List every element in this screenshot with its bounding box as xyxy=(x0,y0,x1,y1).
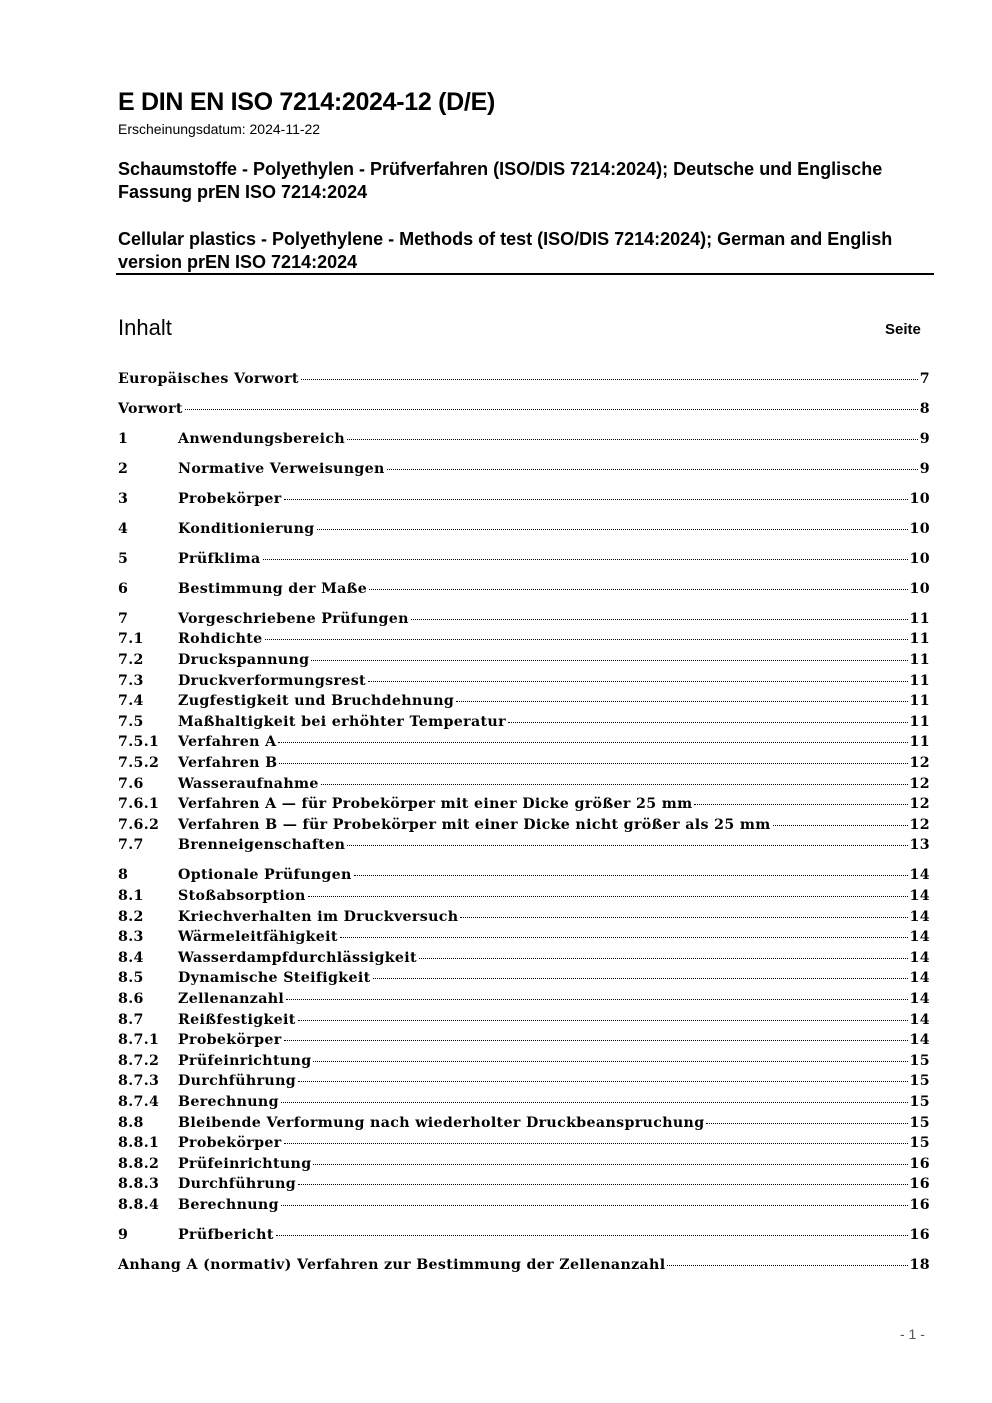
toc-entry-title: Durchführung xyxy=(178,1176,297,1193)
toc-entry-title: Normative Verweisungen xyxy=(178,460,385,477)
toc-entry-title: Prüfklima xyxy=(178,550,261,567)
toc-entry-page: 15 xyxy=(909,1052,930,1069)
toc-entry-page: 11 xyxy=(909,610,930,627)
toc-entry-number: 8.7.3 xyxy=(118,1073,160,1090)
toc-entry-number: 8.3 xyxy=(118,929,144,946)
toc-dot-leader xyxy=(354,875,908,876)
toc-entry-number: 8.8.4 xyxy=(118,1196,160,1213)
toc-entry-page: 14 xyxy=(909,929,930,946)
toc-entry-page: 14 xyxy=(909,908,930,925)
toc-entry-number: 8.7 xyxy=(118,1011,144,1028)
toc-dot-leader xyxy=(311,660,907,661)
toc-entry[interactable] xyxy=(118,817,930,838)
toc-entry-title: Stoßabsorption xyxy=(178,887,306,904)
toc-entry-title: Reißfestigkeit xyxy=(178,1011,296,1028)
toc-entry-title: Wasseraufnahme xyxy=(178,775,319,792)
toc-entry[interactable] xyxy=(118,371,930,392)
toc-entry-page: 12 xyxy=(909,755,930,772)
toc-entry-title: Konditionierung xyxy=(178,520,315,537)
toc-entry[interactable] xyxy=(118,611,930,632)
toc-dot-leader xyxy=(286,999,907,1000)
toc-entry[interactable] xyxy=(118,1053,930,1074)
toc-entry-number: 3 xyxy=(118,490,129,507)
toc-entry-title: Berechnung xyxy=(178,1093,279,1110)
toc-entry-page: 15 xyxy=(909,1073,930,1090)
toc-dot-leader xyxy=(419,958,908,959)
toc-entry-number: 7 xyxy=(118,610,129,627)
toc-entry[interactable] xyxy=(118,734,930,755)
toc-dot-leader xyxy=(265,639,908,640)
toc-entry[interactable] xyxy=(118,693,930,714)
toc-entry[interactable] xyxy=(118,1094,930,1115)
toc-entry-page: 10 xyxy=(909,580,930,597)
toc-dot-leader xyxy=(263,559,908,560)
toc-entry-page: 11 xyxy=(909,652,930,669)
toc-entry[interactable] xyxy=(118,970,930,991)
toc-entry-title: Vorgeschriebene Prüfungen xyxy=(178,610,409,627)
toc-entry[interactable] xyxy=(118,673,930,694)
toc-entry[interactable] xyxy=(118,950,930,971)
toc-entry-title: Zellenanzahl xyxy=(178,990,285,1007)
toc-entry-page: 8 xyxy=(919,400,930,417)
toc-dot-leader xyxy=(276,1235,908,1236)
toc-entry[interactable] xyxy=(118,461,930,482)
toc-dot-leader xyxy=(284,499,908,500)
toc-entry-page: 14 xyxy=(909,970,930,987)
toc-dot-leader xyxy=(387,469,918,470)
toc-page-label: Seite xyxy=(885,321,921,338)
toc-entry-number: 8.1 xyxy=(118,887,144,904)
toc-dot-leader xyxy=(278,742,907,743)
toc-dot-leader xyxy=(369,589,907,590)
toc-entry-title: Anhang A (normativ) Verfahren zur Bestimmung der Zellenanzahl xyxy=(118,1256,666,1273)
toc-dot-leader xyxy=(284,1143,908,1144)
toc-entry-title: Verfahren B — für Probekörper mit einer Dicke nicht größer als 25 mm xyxy=(178,816,771,833)
toc-entry[interactable] xyxy=(118,755,930,776)
toc-entry[interactable] xyxy=(118,491,930,512)
page-number: - 1 - xyxy=(900,1326,925,1342)
toc-entry-title: Zugfestigkeit und Bruchdehnung xyxy=(178,693,455,710)
toc-entry-number: 8.7.2 xyxy=(118,1052,160,1069)
toc-entry[interactable] xyxy=(118,521,930,542)
title-english: Cellular plastics - Polyethylene - Methods of test (ISO/DIS 7214:2024); German and English version prEN ISO 7214:2024 xyxy=(118,229,893,272)
toc-entry-page: 7 xyxy=(919,371,930,387)
toc-entry-page: 12 xyxy=(909,796,930,813)
toc-dot-leader xyxy=(456,701,907,702)
toc-entry[interactable] xyxy=(118,776,930,797)
toc-entry-title: Bleibende Verformung nach wiederholter Druckbeanspruchung xyxy=(178,1114,705,1131)
toc-entry-page: 14 xyxy=(909,990,930,1007)
toc-entry-page: 15 xyxy=(909,1093,930,1110)
toc-entry-page: 15 xyxy=(909,1135,930,1152)
toc-dot-leader xyxy=(460,917,907,918)
toc-entry-number: 6 xyxy=(118,580,129,597)
toc-entry-number: 8.6 xyxy=(118,990,144,1007)
toc-entry-page: 11 xyxy=(909,693,930,710)
toc-entry-title: Bestimmung der Maße xyxy=(178,580,368,597)
toc-entry-number: 8.7.4 xyxy=(118,1093,160,1110)
toc-entry-number: 8.8.1 xyxy=(118,1135,160,1152)
toc-entry[interactable] xyxy=(118,652,930,673)
table-of-contents xyxy=(118,371,930,1277)
toc-dot-leader xyxy=(185,409,918,410)
toc-entry-title: Europäisches Vorwort xyxy=(118,371,299,387)
toc-entry-number: 7.5.2 xyxy=(118,755,160,772)
toc-dot-leader xyxy=(368,681,908,682)
toc-entry-number: 7.4 xyxy=(118,693,144,710)
toc-entry-page: 10 xyxy=(909,520,930,537)
toc-entry[interactable] xyxy=(118,1257,930,1278)
toc-entry[interactable] xyxy=(118,991,930,1012)
toc-entry-number: 8.8 xyxy=(118,1114,144,1131)
toc-entry[interactable] xyxy=(118,714,930,735)
toc-dot-leader xyxy=(317,529,908,530)
toc-entry-title: Optionale Prüfungen xyxy=(178,867,352,884)
toc-dot-leader xyxy=(321,784,908,785)
toc-entry[interactable] xyxy=(118,1197,930,1218)
toc-dot-leader xyxy=(279,763,907,764)
toc-entry-title: Prüfeinrichtung xyxy=(178,1052,312,1069)
toc-entry-title: Vorwort xyxy=(118,400,183,417)
toc-entry-page: 10 xyxy=(909,550,930,567)
title-german: Schaumstoffe - Polyethylen - Prüfverfahren (ISO/DIS 7214:2024); Deutsche und Englische Fassung prEN ISO 7214:2024 xyxy=(118,159,883,202)
toc-entry-number: 7.1 xyxy=(118,631,144,648)
toc-entry-title: Probekörper xyxy=(178,1135,282,1152)
toc-entry-page: 11 xyxy=(909,631,930,648)
toc-entry[interactable] xyxy=(118,1115,930,1136)
toc-entry-number: 8.4 xyxy=(118,949,144,966)
toc-entry-number: 4 xyxy=(118,520,129,537)
toc-dot-leader xyxy=(308,896,908,897)
toc-entry[interactable] xyxy=(118,888,930,909)
toc-entry-number: 7.5.1 xyxy=(118,734,160,751)
toc-entry-title: Druckspannung xyxy=(178,652,310,669)
toc-entry-title: Druckverformungsrest xyxy=(178,672,366,689)
toc-dot-leader xyxy=(508,722,908,723)
toc-entry-page: 14 xyxy=(909,867,930,884)
toc-entry-title: Verfahren A — für Probekörper mit einer Dicke größer 25 mm xyxy=(178,796,693,813)
toc-entry-title: Berechnung xyxy=(178,1196,279,1213)
document-id: E DIN EN ISO 7214:2024-12 (D/E) xyxy=(118,88,495,116)
toc-entry-title: Brenneigenschaften xyxy=(178,837,346,854)
toc-entry-title: Prüfbericht xyxy=(178,1226,274,1243)
toc-entry-number: 2 xyxy=(118,460,129,477)
toc-entry-number: 8.7.1 xyxy=(118,1032,160,1049)
toc-dot-leader xyxy=(347,439,918,440)
toc-dot-leader xyxy=(347,845,907,846)
toc-entry[interactable] xyxy=(118,837,930,858)
toc-entry[interactable] xyxy=(118,401,930,422)
toc-entry[interactable] xyxy=(118,1032,930,1053)
toc-entry[interactable] xyxy=(118,1156,930,1177)
toc-entry-number: 7.3 xyxy=(118,672,144,689)
toc-entry-title: Probekörper xyxy=(178,490,282,507)
toc-dot-leader xyxy=(373,978,908,979)
toc-entry-page: 15 xyxy=(909,1114,930,1131)
toc-entry[interactable] xyxy=(118,581,930,602)
toc-entry-number: 7.2 xyxy=(118,652,144,669)
toc-entry-title: Probekörper xyxy=(178,1032,282,1049)
toc-dot-leader xyxy=(667,1265,907,1266)
toc-entry-page: 18 xyxy=(909,1256,930,1273)
toc-entry-page: 12 xyxy=(909,816,930,833)
toc-entry-title: Prüfeinrichtung xyxy=(178,1155,312,1172)
toc-entry-number: 8.8.2 xyxy=(118,1155,160,1172)
toc-entry[interactable] xyxy=(118,551,930,572)
toc-heading: Inhalt xyxy=(118,315,172,340)
toc-dot-leader xyxy=(281,1102,908,1103)
toc-dot-leader xyxy=(706,1123,907,1124)
toc-entry[interactable] xyxy=(118,796,930,817)
toc-entry-title: Maßhaltigkeit bei erhöhter Temperatur xyxy=(178,713,506,730)
toc-dot-leader xyxy=(313,1061,907,1062)
toc-entry-title: Wasserdampfdurchlässigkeit xyxy=(178,949,417,966)
toc-entry-number: 7.5 xyxy=(118,713,144,730)
toc-entry-page: 14 xyxy=(909,949,930,966)
toc-entry[interactable] xyxy=(118,1227,930,1248)
toc-entry-page: 11 xyxy=(909,713,930,730)
toc-dot-leader xyxy=(284,1040,908,1041)
toc-entry-number: 1 xyxy=(118,430,129,447)
toc-dot-leader xyxy=(340,937,908,938)
toc-entry-page: 13 xyxy=(909,837,930,854)
toc-entry[interactable] xyxy=(118,867,930,888)
toc-entry[interactable] xyxy=(118,1176,930,1197)
toc-entry-page: 16 xyxy=(909,1226,930,1243)
toc-dot-leader xyxy=(298,1020,908,1021)
toc-entry[interactable] xyxy=(118,929,930,950)
toc-entry-number: 9 xyxy=(118,1226,129,1243)
toc-entry-number: 7.6.2 xyxy=(118,816,160,833)
toc-entry[interactable] xyxy=(118,631,930,652)
toc-entry-page: 9 xyxy=(919,430,930,447)
toc-entry-page: 11 xyxy=(909,672,930,689)
toc-entry-page: 11 xyxy=(909,734,930,751)
toc-entry-title: Anwendungsbereich xyxy=(178,430,346,447)
toc-entry-page: 10 xyxy=(909,490,930,507)
toc-dot-leader xyxy=(313,1164,907,1165)
toc-entry-number: 8.2 xyxy=(118,908,144,925)
toc-entry-number: 7.6.1 xyxy=(118,796,160,813)
toc-entry[interactable] xyxy=(118,1073,930,1094)
toc-entry[interactable] xyxy=(118,909,930,930)
toc-entry-title: Rohdichte xyxy=(178,631,263,648)
toc-entry-title: Wärmeleitfähigkeit xyxy=(178,929,338,946)
toc-entry-number: 7.7 xyxy=(118,837,144,854)
toc-entry-page: 14 xyxy=(909,887,930,904)
toc-dot-leader xyxy=(773,825,908,826)
toc-dot-leader xyxy=(298,1184,908,1185)
toc-dot-leader xyxy=(694,804,907,805)
toc-entry-title: Durchführung xyxy=(178,1073,297,1090)
toc-entry-page: 16 xyxy=(909,1176,930,1193)
toc-entry-title: Kriechverhalten im Druckversuch xyxy=(178,908,459,925)
toc-entry-number: 8.8.3 xyxy=(118,1176,160,1193)
toc-entry-page: 16 xyxy=(909,1196,930,1213)
toc-entry-page: 12 xyxy=(909,775,930,792)
toc-entry-title: Dynamische Steifigkeit xyxy=(178,970,371,987)
publication-date: Erscheinungsdatum: 2024-11-22 xyxy=(118,121,321,137)
toc-dot-leader xyxy=(298,1081,908,1082)
toc-entry-number: 5 xyxy=(118,550,129,567)
toc-entry-number: 8.5 xyxy=(118,970,144,987)
toc-entry-page: 16 xyxy=(909,1155,930,1172)
toc-entry-page: 9 xyxy=(919,460,930,477)
toc-entry[interactable] xyxy=(118,431,930,452)
toc-entry[interactable] xyxy=(118,1135,930,1156)
toc-entry-title: Verfahren B xyxy=(178,755,278,772)
toc-entry-number: 7.6 xyxy=(118,775,144,792)
toc-dot-leader xyxy=(301,379,918,380)
header-divider xyxy=(116,273,934,275)
toc-dot-leader xyxy=(411,619,908,620)
toc-entry-page: 14 xyxy=(909,1032,930,1049)
toc-entry-page: 14 xyxy=(909,1011,930,1028)
toc-entry[interactable] xyxy=(118,1012,930,1033)
toc-dot-leader xyxy=(281,1205,908,1206)
toc-entry-title: Verfahren A xyxy=(178,734,277,751)
toc-entry-number: 8 xyxy=(118,867,129,884)
